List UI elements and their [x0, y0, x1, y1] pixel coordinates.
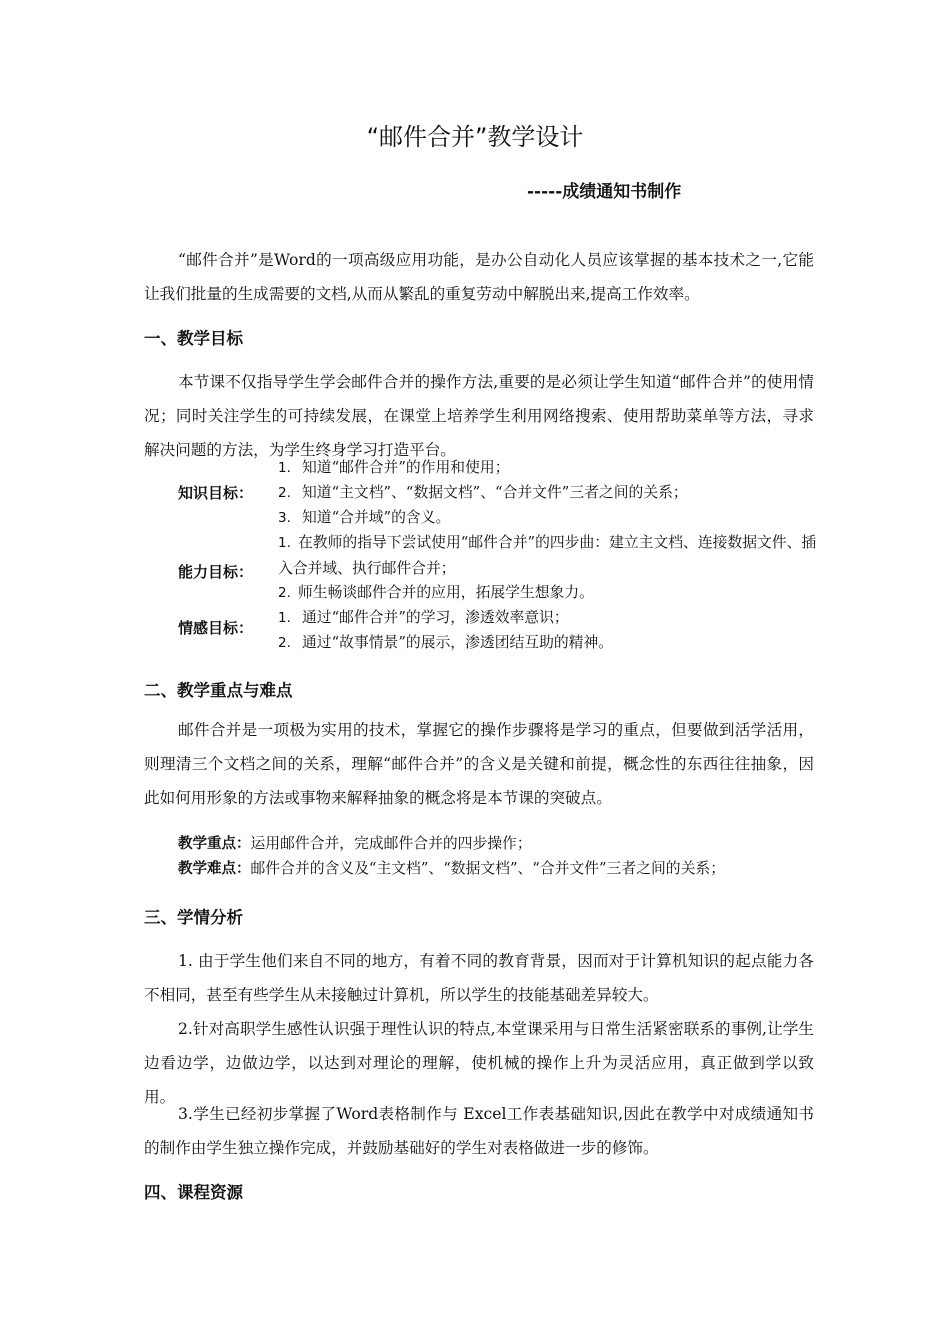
emotion-item	[278, 630, 818, 656]
knowledge-objectives-label: 知识目标：	[178, 484, 254, 502]
item-number: 1.	[278, 535, 291, 551]
section2-paragraph: 邮件合并是一项极为实用的技术，掌握它的操作步骤将是学习的重点，但要做到活学活用，则理清三个文档之间的关系，理解“邮件合并”的含义是关键和前提，概念性的东西往往抽象，因此如何用形象的方法或事物来解释抽象的概念将是本节课的突破点。	[144, 721, 814, 807]
teaching-difficulty	[178, 856, 725, 882]
difficulty-text: 邮件合并的含义及“主文档”、“数据文档”、“合并文件”三者之间的关系；	[250, 860, 725, 877]
item-number: 1.	[278, 460, 291, 476]
item-number: 2.	[278, 485, 291, 501]
knowledge-item	[278, 455, 818, 481]
difficulty-label: 教学难点：	[178, 861, 251, 877]
item-text: 知道“邮件合并”的作用和使用；	[302, 459, 510, 476]
section1-paragraph: 本节课不仅指导学生学会邮件合并的操作方法,重要的是必须让学生知道“邮件合并”的使用情况；同时关注学生的可持续发展，在课堂上培养学生利用网络搜索、使用帮助菜单等方法，寻求解决问题的方法，为学生终身学习打造平台。	[144, 373, 814, 459]
item-text: 通过“故事情景”的展示，渗透团结互助的精神。	[302, 634, 614, 651]
section3-paragraph-2: 2.针对高职学生感性认识强于理性认识的特点,本堂课采用与日常生活紧密联系的事例,让学生边看边学，边做边学，以达到对理论的理解，使机械的操作上升为灵活应用，真正做到学以致用。	[144, 1020, 814, 1106]
item-text: 知道“合并域”的含义。	[302, 509, 451, 526]
knowledge-item	[278, 505, 818, 531]
section1-heading: 一、教学目标	[144, 329, 243, 348]
item-number: 1.	[278, 610, 291, 626]
section2-heading: 二、教学重点与难点	[144, 681, 293, 700]
ability-objectives-label: 能力目标：	[178, 563, 254, 581]
key-point-text: 运用邮件合并，完成邮件合并的四步操作；	[250, 835, 532, 852]
ability-item	[278, 530, 818, 581]
document-title: “邮件合并”教学设计	[366, 123, 584, 151]
item-text: 在教师的指导下尝试使用“邮件合并”的四步曲：建立主文档、连接数据文件、插入合并域、执行邮件合并；	[278, 534, 817, 577]
teaching-key-point	[178, 831, 532, 857]
section3-heading: 三、学情分析	[144, 908, 243, 927]
intro-paragraph: “邮件合并”是Word的一项高级应用功能，是办公自动化人员应该掌握的基本技术之一,它能让我们批量的生成需要的文档,从而从繁乱的重复劳动中解脱出来,提高工作效率。	[144, 251, 814, 303]
document-subtitle: -----成绩通知书制作	[527, 182, 682, 202]
item-number: 2.	[278, 585, 291, 601]
item-text: 师生畅谈邮件合并的应用，拓展学生想象力。	[298, 584, 594, 601]
item-number: 2.	[278, 635, 291, 651]
section3-paragraph-3: 3.学生已经初步掌握了Word表格制作与 Excel工作表基础知识,因此在教学中对成绩通知书的制作由学生独立操作完成，并鼓励基础好的学生对表格做进一步的修饰。	[144, 1105, 814, 1157]
key-point-label: 教学重点：	[178, 836, 251, 852]
emotion-objectives-label: 情感目标：	[178, 619, 254, 637]
knowledge-item	[278, 480, 818, 506]
section4-heading: 四、课程资源	[144, 1183, 243, 1202]
section3-paragraph-1: 1. 由于学生他们来自不同的地方，有着不同的教育背景，因而对于计算机知识的起点能力各不相同，甚至有些学生从未接触过计算机，所以学生的技能基础差异较大。	[144, 952, 814, 1004]
ability-item	[278, 580, 818, 606]
item-text: 知道“主文档”、“数据文档”、“合并文件”三者之间的关系；	[302, 484, 688, 501]
emotion-item	[278, 605, 818, 631]
item-number: 3.	[278, 510, 291, 526]
item-text: 通过“邮件合并”的学习，渗透效率意识；	[302, 609, 569, 626]
